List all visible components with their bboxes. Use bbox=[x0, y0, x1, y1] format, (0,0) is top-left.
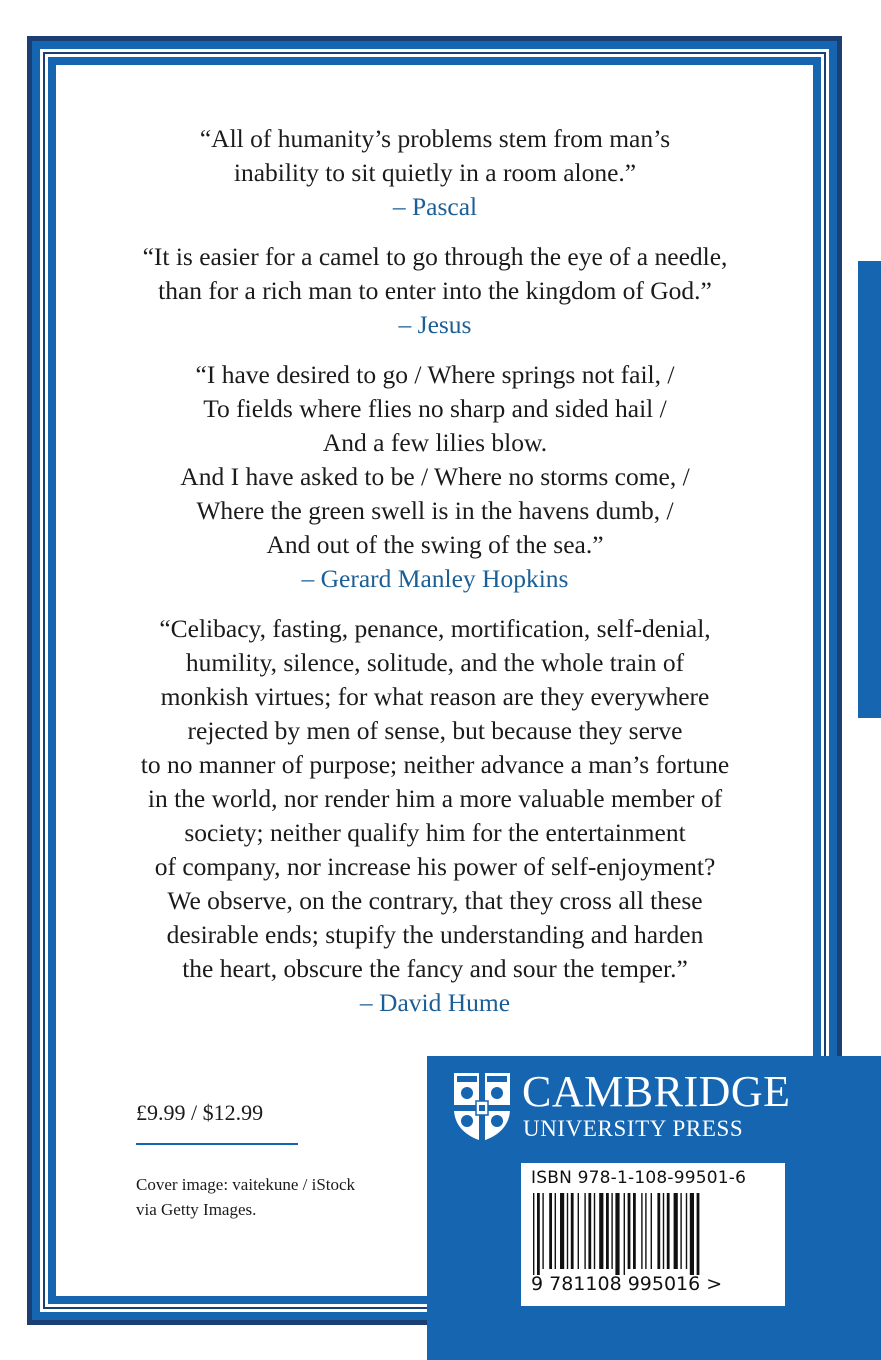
barcode-bar bbox=[690, 1193, 694, 1275]
quote-author: – David Hume bbox=[359, 988, 511, 1017]
quote bbox=[90, 240, 780, 342]
quote-line: And I have asked to be / Where no storms come, / bbox=[180, 462, 690, 491]
barcode-bar bbox=[571, 1193, 574, 1269]
isbn-label: ISBN 978-1-108-99501-6 bbox=[531, 1168, 747, 1188]
quote-line: rejected by men of sense, but because they serve bbox=[187, 716, 683, 745]
quote-line: To fields where flies no sharp and sided hail / bbox=[203, 394, 667, 423]
quote-line: desirable ends; stupify the understanding and harden bbox=[166, 920, 704, 949]
publisher-subname: UNIVERSITY PRESS bbox=[523, 1116, 744, 1141]
barcode-bar bbox=[624, 1193, 625, 1275]
barcode-bar bbox=[542, 1193, 543, 1269]
barcode-bar bbox=[549, 1193, 552, 1269]
barcode-bar bbox=[686, 1193, 687, 1269]
quote-line: Where the green swell is in the havens dumb, / bbox=[196, 496, 674, 525]
quote-line: We observe, on the contrary, that they cross all these bbox=[167, 886, 703, 915]
quote-line: “All of humanity’s problems stem from man’s bbox=[199, 124, 671, 153]
barcode-bar bbox=[645, 1193, 646, 1269]
barcode-bar bbox=[588, 1193, 591, 1269]
credit-line: Cover image: vaitekune / iStock bbox=[136, 1175, 356, 1194]
quote bbox=[90, 122, 780, 224]
quote-line: “I have desired to go / Where springs not fail, / bbox=[195, 360, 675, 389]
barcode-bar bbox=[560, 1193, 564, 1269]
barcode-bar bbox=[533, 1193, 534, 1275]
quote bbox=[90, 358, 780, 596]
quote bbox=[90, 612, 780, 1020]
quote-line: inability to sit quietly in a room alone.” bbox=[233, 158, 637, 187]
barcode-bar bbox=[628, 1193, 631, 1269]
barcode-bar bbox=[567, 1193, 568, 1269]
barcode-bar bbox=[584, 1193, 585, 1269]
quotes-block bbox=[90, 122, 780, 1036]
barcode-bar bbox=[615, 1193, 619, 1275]
quote-author: – Gerard Manley Hopkins bbox=[301, 564, 569, 593]
publisher-name: CAMBRIDGE bbox=[522, 1067, 791, 1116]
quote-author: – Jesus bbox=[398, 310, 472, 339]
quote-line: to no manner of purpose; neither advance a man’s fortune bbox=[140, 750, 730, 779]
barcode-bar bbox=[667, 1193, 670, 1269]
barcode-bar bbox=[606, 1193, 609, 1269]
quote-author: – Pascal bbox=[392, 192, 478, 221]
barcode-bar bbox=[555, 1193, 556, 1269]
quote-line: “It is easier for a camel to go through the eye of a needle, bbox=[142, 242, 728, 271]
barcode-bar bbox=[537, 1193, 540, 1275]
quote-line: society; neither qualify him for the entertainment bbox=[184, 818, 686, 847]
barcode-bar bbox=[651, 1193, 652, 1269]
price-divider bbox=[136, 1143, 298, 1145]
quote-line: And out of the swing of the sea.” bbox=[266, 530, 604, 559]
barcode-bar bbox=[578, 1193, 579, 1269]
quote-line: in the world, nor render him a more valuable member of bbox=[147, 784, 723, 813]
quote-line: the heart, obscure the fancy and sour the temper.” bbox=[182, 954, 688, 983]
barcode-bar bbox=[680, 1193, 681, 1269]
price-label: £9.99 / $12.99 bbox=[136, 1100, 264, 1125]
quote-line: monkish virtues; for what reason are they everywhere bbox=[160, 682, 710, 711]
quote-line: And a few lilies blow. bbox=[322, 428, 548, 457]
barcode-bars bbox=[531, 1193, 751, 1275]
barcode-bar bbox=[674, 1193, 678, 1269]
cover-image-credit bbox=[136, 1172, 355, 1222]
cambridge-shield-icon bbox=[452, 1071, 512, 1143]
quote-line: humility, silence, solitude, and the whole train of bbox=[185, 648, 685, 677]
barcode-bar bbox=[641, 1193, 642, 1269]
barcode-bar bbox=[657, 1193, 660, 1269]
quote-line: “Celibacy, fasting, penance, mortification, self-denial, bbox=[159, 614, 711, 643]
quote-line: than for a rich man to enter into the kingdom of God.” bbox=[158, 276, 712, 305]
barcode-bar bbox=[594, 1193, 595, 1269]
barcode-bar bbox=[633, 1193, 636, 1269]
credit-line: via Getty Images. bbox=[136, 1200, 257, 1219]
barcode-bar bbox=[663, 1193, 664, 1269]
quote-line: of company, nor increase his power of self-enjoyment? bbox=[154, 852, 716, 881]
spine-accent-bar bbox=[858, 261, 881, 718]
barcode-bar bbox=[697, 1193, 700, 1275]
barcode-bar bbox=[599, 1193, 603, 1269]
barcode-digits: 9 781108 995016 > bbox=[531, 1273, 723, 1295]
barcode-bar bbox=[611, 1193, 612, 1269]
